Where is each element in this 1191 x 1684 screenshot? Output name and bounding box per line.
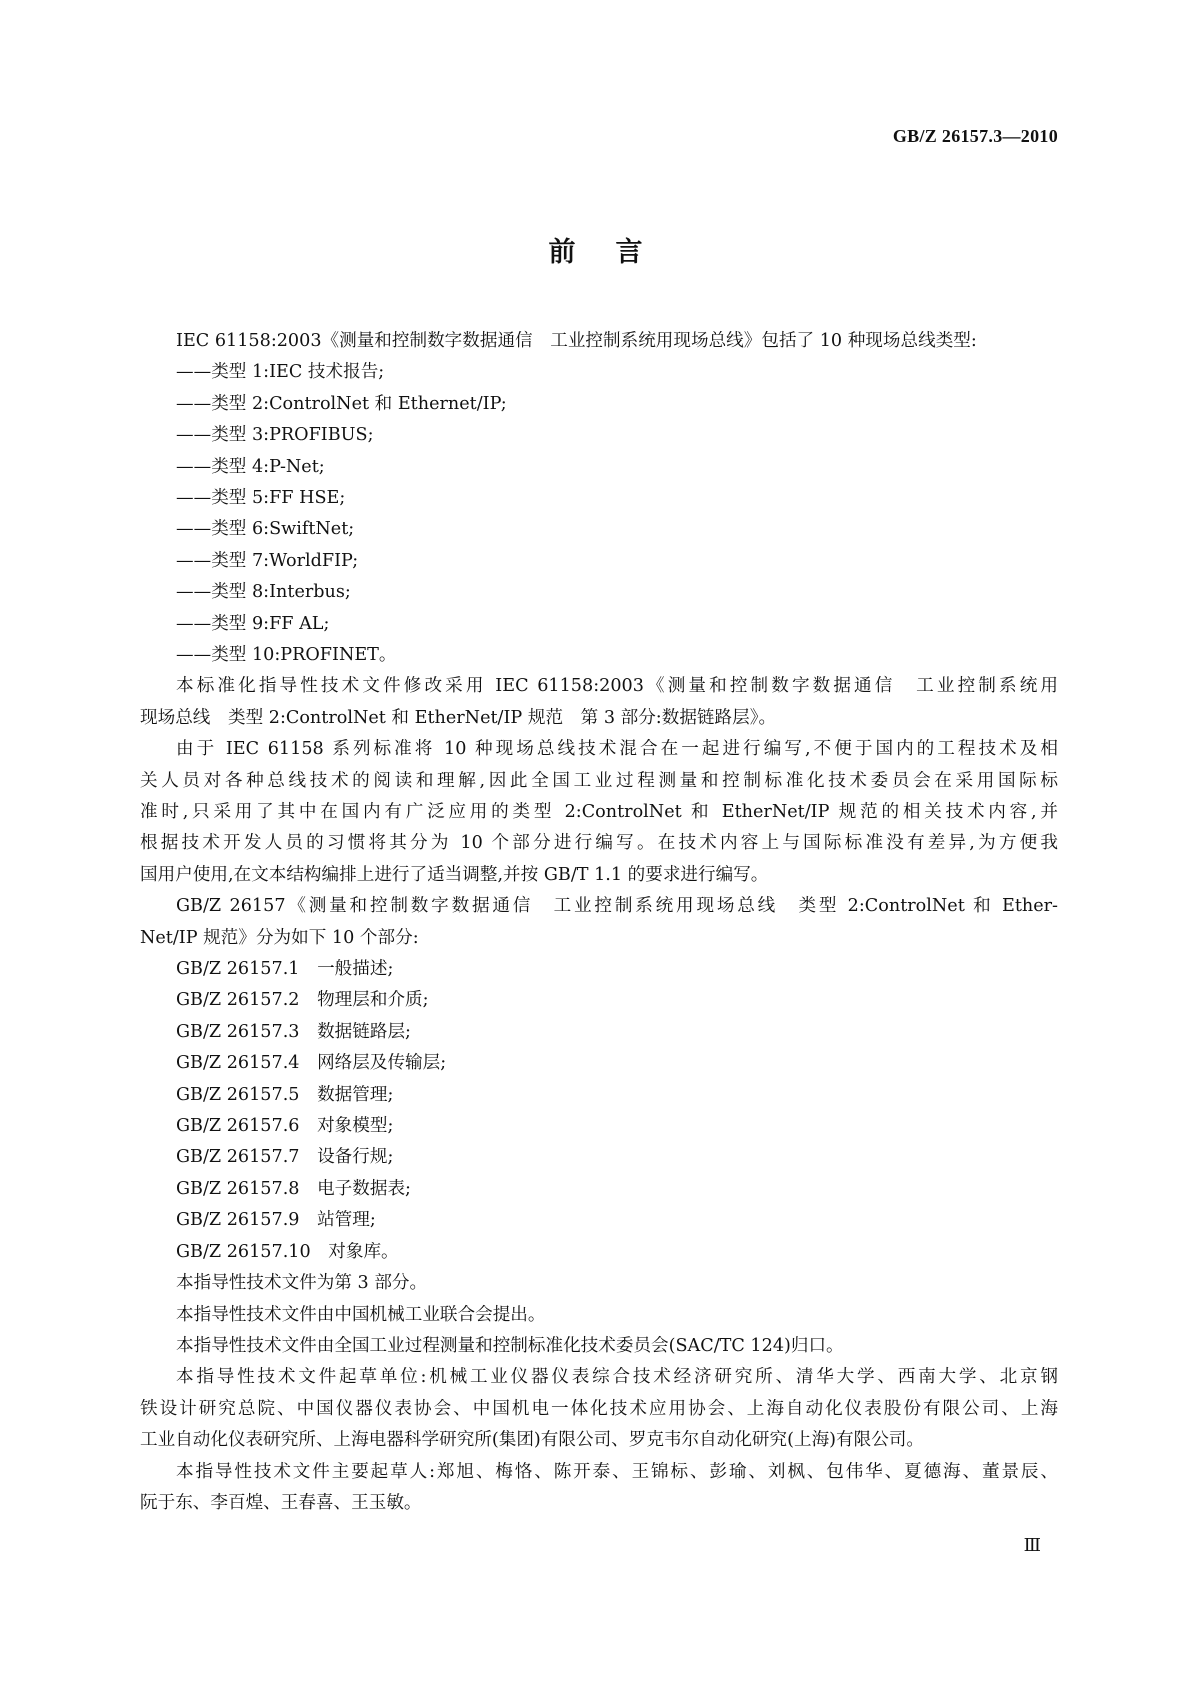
type-item: ——类型 2:ControlNet 和 Ethernet/IP; — [176, 393, 507, 414]
reason-paragraph-line: 国用户使用,在文本结构编排上进行了适当调整,并按 GB/T 1.1 的要求进行编写。 — [140, 864, 769, 885]
page-title: 前言 — [548, 237, 683, 268]
type-item: ——类型 1:IEC 技术报告; — [176, 362, 385, 383]
drafting-units-line: 铁设计研究总院、中国仪器仪表协会、中国机电一体化技术应用协会、上海自动化仪表股份有限公司、上海 — [140, 1398, 1058, 1419]
part-item: GB/Z 26157.6 对象模型; — [176, 1116, 394, 1137]
part-item: GB/Z 26157.3 数据链路层; — [176, 1021, 411, 1042]
drafters-line: 本指导性技术文件主要起草人:郑旭、梅恪、陈开泰、王锦标、彭瑜、刘枫、包伟华、夏德海、董景辰、 — [176, 1461, 1058, 1482]
part3-paragraph: 本指导性技术文件为第 3 部分。 — [176, 1273, 428, 1294]
reason-paragraph-line: 关人员对各种总线技术的阅读和理解,因此全国工业过程测量和控制标准化技术委员会在采用国际标 — [140, 770, 1058, 791]
reason-paragraph-line: 根据技术开发人员的习惯将其分为 10 个部分进行编写。在技术内容上与国际标准没有差异,为方便我 — [140, 833, 1058, 854]
part-item: GB/Z 26157.4 网络层及传输层; — [176, 1053, 447, 1074]
page-number: Ⅲ — [1023, 1535, 1041, 1555]
standard-number: GB/Z 26157.3—2010 — [892, 126, 1058, 146]
part-item: GB/Z 26157.9 站管理; — [176, 1210, 376, 1231]
type-item: ——类型 9:FF AL; — [176, 613, 330, 634]
reason-paragraph-line: 准时,只采用了其中在国内有广泛应用的类型 2:ControlNet 和 EtherNet/IP 规范的相关技术内容,并 — [140, 802, 1058, 823]
part-item: GB/Z 26157.10 对象库。 — [176, 1241, 399, 1262]
document-body — [140, 326, 1058, 1519]
series-paragraph-line: GB/Z 26157《测量和控制数字数据通信 工业控制系统用现场总线 类型 2:ControlNet 和 Ether- — [176, 896, 1058, 917]
type-item: ——类型 6:SwiftNet; — [176, 519, 355, 540]
drafters-line: 阮于东、李百煌、王春喜、王玉敏。 — [140, 1492, 422, 1513]
type-item: ——类型 3:PROFIBUS; — [176, 425, 374, 446]
drafting-units-line: 本指导性技术文件起草单位:机械工业仪器仪表综合技术经济研究所、清华大学、西南大学、北京钢 — [176, 1367, 1058, 1388]
part-item: GB/Z 26157.1 一般描述; — [176, 959, 394, 980]
drafting-units-line: 工业自动化仪表研究所、上海电器科学研究所(集团)有限公司、罗克韦尔自动化研究(上海)有限公司。 — [140, 1430, 924, 1451]
type-item: ——类型 5:FF HSE; — [176, 488, 346, 509]
type-item: ——类型 10:PROFINET。 — [176, 645, 397, 666]
committee-paragraph: 本指导性技术文件由全国工业过程测量和控制标准化技术委员会(SAC/TC 124)归口。 — [176, 1335, 844, 1356]
proposer-paragraph: 本指导性技术文件由中国机械工业联合会提出。 — [176, 1304, 546, 1325]
intro-paragraph: IEC 61158:2003《测量和控制数字数据通信 工业控制系统用现场总线》包括了 10 种现场总线类型: — [176, 331, 977, 351]
part-item: GB/Z 26157.5 数据管理; — [176, 1084, 394, 1105]
type-item: ——类型 4:P-Net; — [176, 456, 325, 477]
part-item: GB/Z 26157.2 物理层和介质; — [176, 990, 429, 1011]
adoption-paragraph-line: 现场总线 类型 2:ControlNet 和 EtherNet/IP 规范 第 3 部分:数据链路层》。 — [140, 707, 777, 728]
series-paragraph-line: Net/IP 规范》分为如下 10 个部分: — [140, 927, 419, 948]
type-item: ——类型 8:Interbus; — [176, 582, 351, 603]
type-item: ——类型 7:WorldFIP; — [176, 550, 359, 571]
part-item: GB/Z 26157.8 电子数据表; — [176, 1178, 411, 1199]
reason-paragraph-line: 由于 IEC 61158 系列标准将 10 种现场总线技术混合在一起进行编写,不便于国内的工程技术及相 — [176, 739, 1058, 760]
adoption-paragraph-line: 本标准化指导性技术文件修改采用 IEC 61158:2003《测量和控制数字数据通信 工业控制系统用 — [176, 676, 1058, 697]
part-item: GB/Z 26157.7 设备行规; — [176, 1147, 394, 1168]
